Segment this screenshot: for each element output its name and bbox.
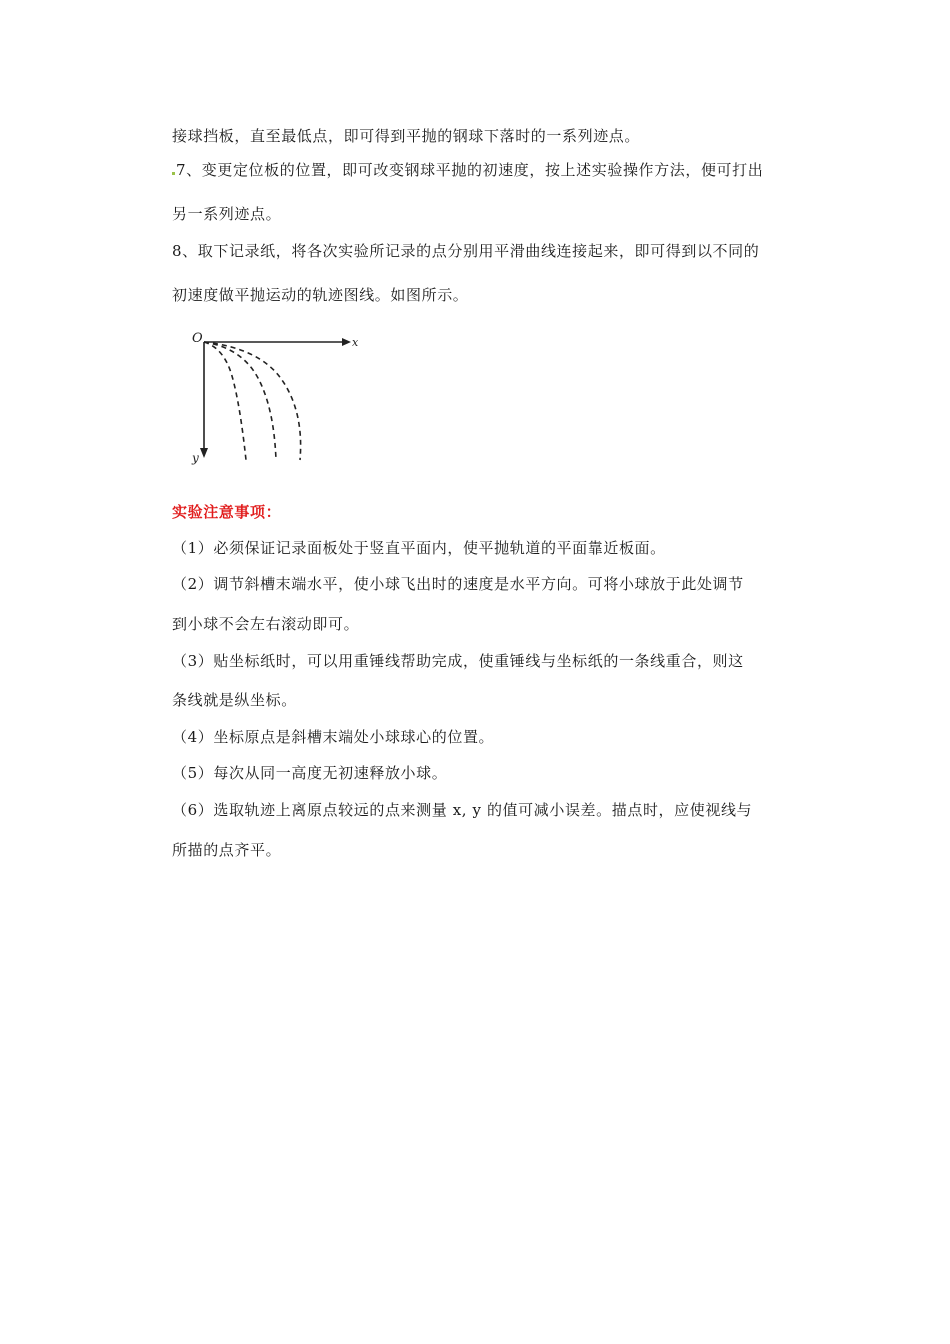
note-5: （5）每次从同一高度无初速释放小球。 — [172, 764, 448, 782]
step-8-line-2: 初速度做平抛运动的轨迹图线。如图所示。 — [172, 286, 469, 304]
trajectory-curve-2 — [204, 342, 276, 460]
step-7-text: 7、变更定位板的位置，即可改变钢球平抛的初速度，按上述实验操作方法，便可打出 — [176, 161, 764, 179]
y-axis-label: y — [192, 451, 199, 465]
note-3-line-1: （3）贴坐标纸时，可以用重锤线帮助完成，使重锤线与坐标纸的一条线重合，则这 — [172, 652, 744, 670]
step-7-line-1 — [172, 160, 763, 180]
note-4: （4）坐标原点是斜槽末端处小球球心的位置。 — [172, 728, 495, 746]
note-1: （1）必须保证记录面板处于竖直平面内，使平抛轨道的平面靠近板面。 — [172, 539, 666, 557]
step-8-line-1: 8、取下记录纸，将各次实验所记录的点分别用平滑曲线连接起来，即可得到以不同的 — [172, 242, 760, 260]
note-2-line-2: 到小球不会左右滚动即可。 — [172, 615, 360, 633]
note-2-line-1: （2）调节斜槽末端水平，使小球飞出时的速度是水平方向。可将小球放于此处调节 — [172, 575, 744, 593]
origin-label: O — [192, 331, 203, 346]
note-6-line-2: 所描的点齐平。 — [172, 841, 282, 859]
y-axis-arrow — [200, 448, 208, 458]
notes-heading: 实验注意事项： — [172, 503, 282, 521]
trajectory-diagram — [186, 326, 362, 466]
trajectory-curve-1 — [204, 342, 246, 460]
paragraph-line: 接球挡板，直至最低点，即可得到平抛的钢球下落时的一系列迹点。 — [172, 127, 641, 145]
x-axis-label: x — [352, 336, 359, 349]
note-3-line-2: 条线就是纵坐标。 — [172, 691, 297, 709]
annotation-marker — [172, 172, 175, 175]
step-7-line-2: 另一系列迹点。 — [172, 205, 282, 223]
note-6-line-1: （6）选取轨迹上离原点较远的点来测量 x, y 的值可减小误差。描点时，应使视线与 — [172, 801, 753, 819]
trajectory-curve-3 — [204, 342, 301, 460]
x-axis-arrow — [342, 338, 351, 346]
trajectory-figure — [186, 326, 362, 466]
